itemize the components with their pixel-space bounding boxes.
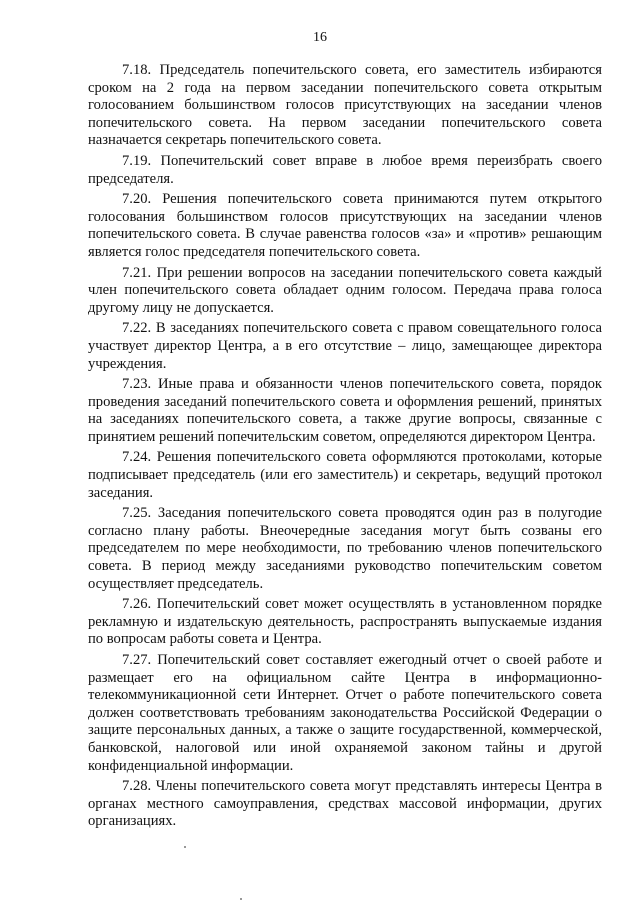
paragraph-7-28: 7.28. Члены попечительского совета могут представлять интересы Центра в органах местного самоуправления, средствах массовой информации, других организациях. xyxy=(88,778,602,830)
paragraph-7-19: 7.19. Попечительский совет вправе в любое время переизбрать своего председателя. xyxy=(88,152,602,187)
paragraph-7-23: 7.23. Иные права и обязанности членов попечительского совета, порядок проведения заседаний попечительского совета и оформления решений, принятых на заседаниях попечительского совета, а также другие вопросы, связанные с принятием решений попечительским советом, определяются директором Центра. xyxy=(88,376,602,445)
document-body xyxy=(88,62,602,834)
paragraph-7-21: 7.21. При решении вопросов на заседании попечительского совета каждый член попечительского совета обладает одним голосом. Передача права голоса другому лицу не допускается. xyxy=(88,264,602,316)
scan-speck xyxy=(184,846,186,848)
paragraph-7-20: 7.20. Решения попечительского совета принимаются путем открытого голосования большинством голосов присутствующих на заседании членов попечительского совета. В случае равенства голосов «за» и «против» решающим является голос председателя попечительского совета. xyxy=(88,191,602,260)
paragraph-7-22: 7.22. В заседаниях попечительского совета с правом совещательного голоса участвует директор Центра, а в его отсутствие – лицо, замещающее директора учреждения. xyxy=(88,320,602,372)
paragraph-7-24: 7.24. Решения попечительского совета оформляются протоколами, которые подписывает председатель (или его заместитель) и секретарь, ведущий протокол заседания. xyxy=(88,449,602,501)
paragraph-7-25: 7.25. Заседания попечительского совета проводятся один раз в полугодие согласно плану работы. Внеочередные заседания могут быть созваны его председателем по мере необходимости, по требованию членов попечительского совета. В период между заседаниями руководство попечительским советом осуществляет председатель. xyxy=(88,505,602,592)
paragraph-7-27: 7.27. Попечительский совет составляет ежегодный отчет о своей работе и размещает его на официальном сайте Центра в информационно-телекоммуникационной сети Интернет. Отчет о работе попечительского совета должен соответствовать требованиям законодательства Российской Федерации о защите персональных данных, а также о защите государственной, коммерческой, банковской, налоговой или иной охраняемой законом тайны и другой конфиденциальной информации. xyxy=(88,652,602,774)
scan-speck xyxy=(240,898,242,900)
paragraph-7-26: 7.26. Попечительский совет может осуществлять в установленном порядке рекламную и издательскую деятельность, распространять выпускаемые издания по вопросам работы совета и Центра. xyxy=(88,596,602,648)
paragraph-7-18: 7.18. Председатель попечительского совета, его заместитель избираются сроком на 2 года на первом заседании попечительского совета открытым голосованием большинством голосов присутствующих на заседании членов попечительского совета. На первом заседании попечительского совета назначается секретарь попечительского совета. xyxy=(88,62,602,149)
page-number: 16 xyxy=(313,30,327,45)
